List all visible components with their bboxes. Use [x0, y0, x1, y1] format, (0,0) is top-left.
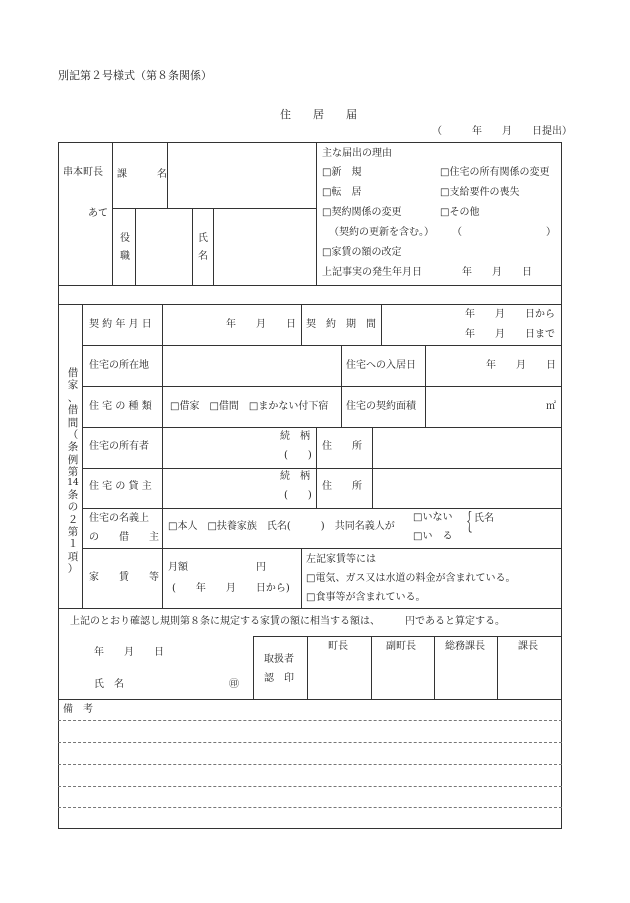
lessor-address-label: 住 所 — [322, 481, 362, 492]
approver-section-chief: 課長 — [518, 641, 538, 652]
rent-amount-field[interactable] — [192, 560, 252, 575]
contract-renewal-note: （契約の更新を含む。） — [329, 227, 434, 238]
rent-yen-label: 円 — [256, 562, 266, 573]
lessee-bracket: ｛ — [461, 511, 473, 536]
contract-date-value[interactable]: 年 月 日 — [226, 319, 296, 330]
occurrence-date-value[interactable]: 年 月 日 — [462, 267, 532, 278]
town-mayor-label: 串本町長 — [63, 167, 103, 178]
rent-utilities-checkbox[interactable]: □電気、ガス又は水道の料金が含まれている。 — [306, 573, 516, 584]
owner-label: 住宅の所有者 — [89, 441, 149, 452]
lessee-options[interactable]: □本人 □扶養家族 氏名( ) 共同名義人が — [168, 521, 395, 532]
co-owner-exists-checkbox[interactable]: □い る — [413, 531, 453, 542]
house-type-options[interactable]: □借家 □借間 □まかない付下宿 — [170, 401, 329, 412]
rent-monthly-label: 月額 — [168, 562, 188, 573]
general-affairs-chief-seal-box[interactable] — [435, 656, 496, 698]
form-number: 別記第２号様式（第８条関係） — [58, 69, 212, 82]
confirmation-text: 上記のとおり確認し規則第８条に規定する家賃の額に相当する額は、 円であると算定する。 — [70, 616, 505, 627]
rent-meals-checkbox[interactable]: □食事等が含まれている。 — [306, 592, 426, 603]
co-owner-name-label: 氏名 — [474, 513, 494, 524]
occurrence-date-label: 上記事実の発生年月日 — [322, 267, 422, 278]
other-paren-open: （ — [452, 227, 462, 238]
confirmation-name-label: 氏 名 — [94, 679, 124, 690]
address-field[interactable] — [163, 346, 340, 386]
owner-address-field[interactable] — [373, 428, 560, 467]
owner-relation-field[interactable]: ( ) — [284, 450, 312, 461]
contract-period-until[interactable]: 年 月 日まで — [465, 329, 555, 340]
seal-mark: ㊞ — [229, 679, 239, 690]
area-unit: ㎡ — [546, 401, 556, 412]
address-label: 住宅の所在地 — [89, 360, 149, 371]
handler-label-2: 認 印 — [264, 673, 294, 684]
reason-new-checkbox[interactable]: □新 規 — [322, 167, 362, 178]
reason-loss-of-requirement-checkbox[interactable]: □支給要件の喪失 — [440, 187, 520, 198]
reason-rent-revision-checkbox[interactable]: □家賃の額の改定 — [322, 247, 402, 258]
other-reason-field[interactable] — [462, 226, 542, 240]
side-vertical-label: 借 家 、 借 間 （ 条 例 第 14 条 の ２ 第 １ 項 ） — [67, 367, 79, 576]
contract-period-label: 契 約 期 間 — [306, 319, 376, 330]
remarks-label: 備 考 — [63, 704, 93, 715]
rent-includes-label: 左記家賃等には — [306, 554, 376, 565]
area-field[interactable] — [426, 388, 541, 426]
form-title: 住 居 届 — [280, 108, 357, 121]
reason-heading: 主な届出の理由 — [322, 148, 392, 159]
ate-label: あて — [88, 208, 108, 219]
reason-contract-change-checkbox[interactable]: □契約関係の変更 — [322, 207, 402, 218]
other-paren-close: ） — [546, 227, 556, 238]
reason-ownership-change-checkbox[interactable]: □住宅の所有関係の変更 — [440, 167, 550, 178]
co-owner-none-checkbox[interactable]: □いない — [413, 512, 453, 523]
submit-date[interactable]: （ 年 月 日提出） — [432, 126, 572, 137]
handler-label-1: 取扱者 — [264, 654, 294, 665]
approver-mayor: 町長 — [328, 641, 348, 652]
move-in-label: 住宅への入居日 — [346, 360, 416, 371]
name-field[interactable] — [214, 209, 315, 284]
contract-period-from[interactable]: 年 月 日から — [465, 309, 555, 320]
lessee-label-2: の 借 主 — [89, 532, 159, 543]
rent-start-date[interactable]: ( 年 月 日から) — [172, 583, 290, 594]
lessor-label: 住 宅 の 貸 主 — [89, 481, 152, 492]
lessee-label-1: 住宅の名義上 — [89, 513, 149, 524]
owner-relation-label: 続 柄 — [280, 431, 310, 442]
name-label-2: 名 — [198, 251, 208, 262]
contract-date-label: 契 約 年 月 日 — [89, 319, 152, 330]
position-label-1: 役 — [120, 233, 130, 244]
area-label: 住宅の契約面積 — [346, 401, 416, 412]
lessor-address-field[interactable] — [373, 469, 560, 507]
confirmation-name-field[interactable] — [128, 676, 224, 692]
move-in-value[interactable]: 年 月 日 — [486, 360, 556, 371]
deputy-mayor-seal-box[interactable] — [372, 656, 433, 698]
owner-address-label: 住 所 — [322, 441, 362, 452]
house-type-label: 住 宅 の 種 類 — [89, 401, 152, 412]
lessor-relation-label: 続 柄 — [280, 471, 310, 482]
reason-other-checkbox[interactable]: □その他 — [440, 207, 480, 218]
section-chief-seal-box[interactable] — [498, 656, 560, 698]
approver-deputy-mayor: 副町長 — [386, 641, 416, 652]
reason-transfer-checkbox[interactable]: □転 居 — [322, 187, 362, 198]
department-label: 課 名 — [117, 169, 167, 180]
confirmation-date[interactable]: 年 月 日 — [94, 647, 164, 658]
name-label-1: 氏 — [198, 233, 208, 244]
department-field[interactable] — [168, 143, 315, 207]
approver-general-affairs-chief: 総務課長 — [445, 641, 485, 652]
lessor-relation-field[interactable]: ( ) — [284, 490, 312, 501]
rent-label: 家 賃 等 — [89, 572, 159, 583]
mayor-seal-box[interactable] — [308, 656, 370, 698]
position-label-2: 職 — [120, 251, 130, 262]
position-field[interactable] — [136, 209, 191, 284]
